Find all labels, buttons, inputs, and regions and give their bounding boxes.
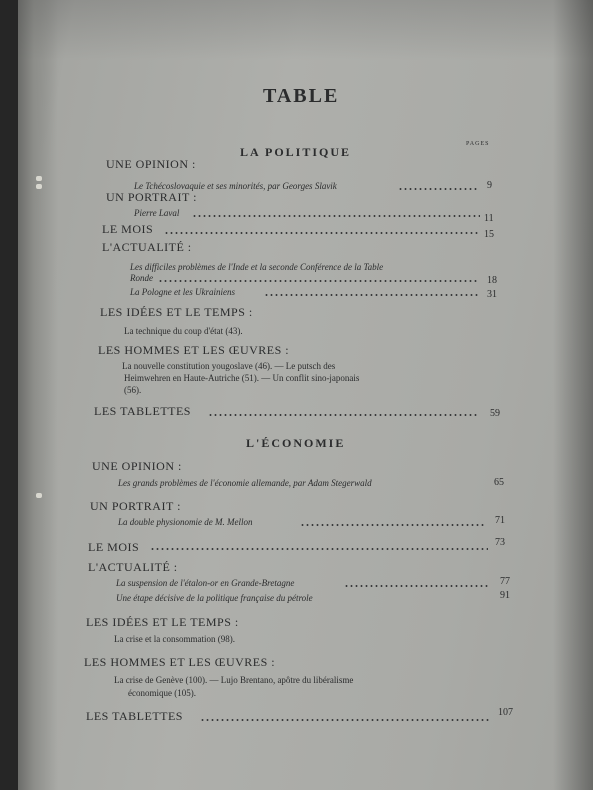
heading-tablettes: LES TABLETTES [94, 404, 191, 418]
page-title: TABLE [263, 85, 340, 107]
binding-stitch [36, 493, 42, 498]
entry-text: La Pologne et les Ukrainiens [130, 287, 235, 297]
leader-dots [264, 294, 478, 296]
page-number: 77 [500, 576, 510, 587]
page-number: 71 [495, 515, 505, 526]
leader-dots [208, 414, 478, 416]
heading-hommes: LES HOMMES ET LES ŒUVRES : [84, 655, 276, 669]
heading-actualite: L'ACTUALITÉ : [102, 240, 192, 254]
page-number: 91 [500, 590, 510, 601]
leader-dots [200, 719, 490, 721]
section-heading-economie: L'ÉCONOMIE [246, 436, 346, 450]
section-heading-politique: LA POLITIQUE [240, 145, 352, 159]
entry-text: La suspension de l'étalon-or en Grande-Bretagne [116, 578, 295, 588]
top-shadow [18, 0, 593, 60]
entry-text: économique (105). [128, 688, 196, 698]
binding-stitch [36, 184, 42, 189]
book-page [18, 0, 593, 790]
heading-portrait: UN PORTRAIT : [106, 190, 197, 204]
entry-text: La nouvelle constitution yougoslave (46). — Le putsch des [122, 361, 336, 371]
heading-hommes: LES HOMMES ET LES ŒUVRES : [98, 343, 290, 357]
heading-idees: LES IDÉES ET LE TEMPS : [86, 615, 239, 629]
page-number: 107 [498, 707, 513, 718]
right-edge-shadow [553, 0, 593, 790]
heading-mois: LE MOIS [102, 222, 154, 236]
entry-text: Les grands problèmes de l'économie allemande, par Adam Stegerwald [118, 478, 372, 488]
heading-idees: LES IDÉES ET LE TEMPS : [100, 305, 253, 319]
heading-opinion: UNE OPINION : [92, 459, 182, 473]
heading-actualite: L'ACTUALITÉ : [88, 560, 178, 574]
entry-text: Ronde [130, 273, 153, 283]
leader-dots [164, 232, 480, 234]
entry-text: La technique du coup d'état (43). [124, 326, 243, 336]
leader-dots [158, 280, 478, 282]
heading-portrait: UN PORTRAIT : [90, 499, 181, 513]
entry-text: La crise et la consommation (98). [114, 634, 235, 644]
pages-column-heading: PAGES [466, 141, 490, 147]
entry-text: La double physionomie de M. Mellon [118, 517, 253, 527]
page-number: 31 [487, 289, 497, 300]
entry-text: Pierre Laval [134, 208, 180, 218]
leader-dots [300, 524, 486, 526]
page-number: 11 [484, 213, 494, 224]
page-number: 59 [490, 408, 500, 419]
page-number: 73 [495, 537, 505, 548]
leader-dots [150, 548, 488, 550]
entry-text: Heimwehren en Haute-Autriche (51). — Un conflit sino-japonais [124, 373, 360, 383]
entry-text: Les difficiles problèmes de l'Inde et la seconde Conférence de la Table [130, 262, 384, 272]
page-number: 65 [494, 477, 504, 488]
leader-dots [344, 585, 490, 587]
leader-dots [398, 188, 478, 190]
leader-dots [192, 215, 480, 217]
page-number: 15 [484, 229, 494, 240]
binding-stitch [36, 176, 42, 181]
entry-text: Le Tchécoslovaquie et ses minorités, par Georges Slavik [134, 181, 337, 191]
entry-text: Une étape décisive de la politique française du pétrole [116, 593, 313, 603]
heading-mois: LE MOIS [88, 540, 140, 554]
page-number: 18 [487, 275, 497, 286]
heading-tablettes: LES TABLETTES [86, 709, 183, 723]
entry-text: La crise de Genève (100). — Lujo Brentano, apôtre du libéralisme [114, 675, 354, 685]
page-fold-shadow [18, 0, 58, 790]
heading-opinion: UNE OPINION : [106, 157, 196, 171]
page-number: 9 [487, 180, 492, 191]
entry-text: (56). [124, 385, 142, 395]
